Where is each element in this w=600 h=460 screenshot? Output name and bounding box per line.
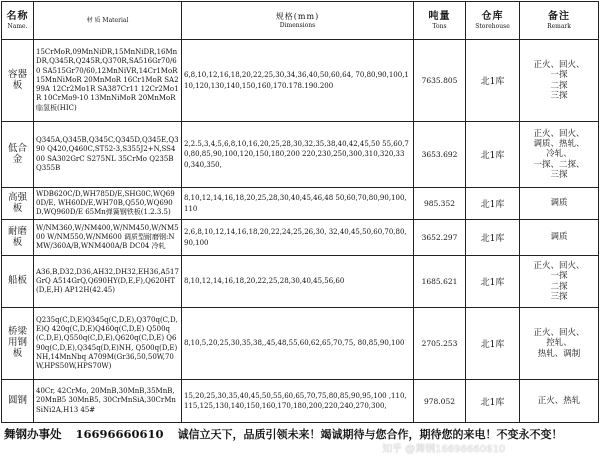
header-spec: 规格(mm) Dimensions [182,2,414,40]
tons-cell: 985.352 [414,188,466,220]
tons-cell: 1685.621 [414,256,466,308]
material-cell: W/NM360,W/NM400,W/NM450,W/NM500 W/NM550,W/NM600 调质型耐磨钢:NMW/360A/B,WNM400A/B DC04 冷轧 [34,220,182,256]
remark-line: 调质、热轧、 [533,139,585,150]
product-name: 桥梁用钢板 [2,308,34,380]
remark-line: 正火、回火、 [533,261,585,272]
office-name: 舞钢办事处 [4,427,62,441]
remark-line: 正火、回火、 [533,129,585,140]
remark-line: 热轧、调制 [537,348,581,359]
table-row [2,40,599,122]
spec-cell: 2,6,8,10,12,14,16,18,20,22,24,25,26,30, 32,40,45,50,60,70,80,90,100 [182,220,414,256]
remark-cell [520,188,599,220]
remark-line: 正火、热轧 [537,395,581,406]
inventory-table [1,1,599,423]
material-cell: A36,B,D32,D36,AH32,DH32,EH36,A517GrQ A514GrQ,Q690HY(D,E,F),Q620HT(D,E,H) AP12H(42.45) [34,256,182,308]
table-row [2,256,599,308]
storehouse-cell: 北1库 [466,40,520,122]
storehouse-cell: 北1库 [466,380,520,423]
spec-cell: 8,10,12,14,16,18,20,25,28,30,40,45,46,48 50,60,70,80,90,100,110 [182,188,414,220]
material-cell: WDB620C/D,WH785D/E,SHG0C,WQ690D/E, WH60D/E,WH70B,Q550,WQ690D,WQ960D/E 65Mn弹簧钢铁板(1.2.3.5) [34,188,182,220]
remark-line: 正火、回火、 [533,60,585,71]
remark-cell [520,220,599,256]
slogan: 诚信立天下，品质引领未来！竭诚期待与您合作，期待您的来电！不变永不变！ [177,428,563,441]
remark-line: 二探 [550,281,568,292]
remark-line: 一探 [550,70,568,81]
remark-cell [520,40,599,122]
remark-line: 调质 [550,198,568,209]
storehouse-cell: 北1库 [466,256,520,308]
table-row [2,220,599,256]
header-tons: 吨量 Tons [414,2,466,40]
product-name: 圆钢 [2,380,34,423]
tons-cell: 2705.253 [414,308,466,380]
material-cell: Q235q(C,D,E)Q345q(C,D,E),Q370q(C,D,E)Q 420q(C,D,E)Q460q(C,D,E) Q500q(C,D,E),Q550q(C,D,E),Q620q(C,D,E) Q690q(C,D,E),Q345q(D,E)NH, Q500q(D,E)NH,14MnNbq A709M(Gr36,50,50W,70W,HPS50W,HPS70W) [34,308,182,380]
header-row [2,2,599,40]
product-name: 低合金 [2,122,34,188]
remark-line: 一探、二探、 [533,159,585,170]
table-row [2,380,599,423]
storehouse-cell: 北1库 [466,220,520,256]
header-material: 材 质 Material [34,2,182,40]
header-storehouse: 仓库 Storehouse [466,2,520,40]
remark-line: 三探 [550,291,568,302]
table-row [2,188,599,220]
watermark-text: 知乎 @舞钢16696660610 [382,444,506,455]
tons-cell: 978.052 [414,380,466,423]
storehouse-cell: 北1库 [466,122,520,188]
storehouse-cell: 北1库 [466,188,520,220]
remark-line: 三探 [550,169,568,180]
remark-line: 调质 [550,232,568,243]
table-row [2,122,599,188]
material-cell: Q345A,Q345B,Q345C,Q345D,Q345E,Q390 Q420,Q460C,ST52-3,S355J2+N,SS400 SA302GrC S275NL 35CrMo Q235B Q355B [34,122,182,188]
material-cell: 15CrMoR,09MnNiDR,15MnNiDR,16MnDR,Q345R,Q245R,Q370R,SA516Gr70/60 SA515Gr70/60,12MnNiVR,14Cr1MoR 15MnNiMoR 20MnMoR 16Cr1MoR SA299A 12Cr2Mo1R SA387Cr11 12Cr2Mo1R 10CrMo9-10 13MnNiMoR 20MnMoR 临氢板(HIC) [34,40,182,122]
spec-cell: 2,2.5,3,4,5,6,8,10,16,20,25,28,30,32,35,38,40,42,45,50 55,60,70,80,85,90,100,120,150,180,200 220,230,250,300,310,320,330,340,350, [182,122,414,188]
remark-line: 二探 [550,80,568,91]
remark-line: 控轧、 [546,338,572,349]
footer-banner [4,419,600,449]
spec-cell: 6,8,10,12,16,18,20,22,25,30,34,36,40,50,60,64, 70,80,90,100,110,120,130,140,150,160,170.178.190.200 [182,40,414,122]
spec-cell: 15,20,25,30,35,40,45,50,55,60,65,70,75,80,85,90,95,100 ,110,115,125,130,140,150,160,170,180,200,220,240,270,300, [182,380,414,423]
product-name: 容器板 [2,40,34,122]
remark-line: 冷轧、 [546,149,572,160]
spec-cell: 8,10,5,20,25,30,35,38,,45,48,55,60,62,65,70,75, 80,85,90,100 [182,308,414,380]
header-name: 名称 Name. [2,2,34,40]
remark-cell [520,256,599,308]
tons-cell: 3653.692 [414,122,466,188]
remark-line: 正火、回火、 [533,328,585,339]
remark-line: 一探 [550,271,568,282]
material-cell: 40Cr, 42CrMo, 20MnB,30MnB,35MnB,20MnB5 30MnB5, 30CrMnSiA,30CrMnSiNi2A,H13 45# [34,380,182,423]
remark-cell [520,380,599,423]
product-name: 高强板 [2,188,34,220]
table-row [2,308,599,380]
remark-cell [520,122,599,188]
spec-cell: 8,10,12,14,16,18,20,22,25,28,30,40,45,56,60 [182,256,414,308]
phone-number: 16696660610 [75,427,164,441]
tons-cell: 3652.297 [414,220,466,256]
remark-line: 三探 [550,90,568,101]
remark-cell [520,308,599,380]
product-name: 耐磨板 [2,220,34,256]
product-name: 船板 [2,256,34,308]
storehouse-cell: 北1库 [466,308,520,380]
header-remark: 备注 Remark [520,2,599,40]
tons-cell: 7635.805 [414,40,466,122]
